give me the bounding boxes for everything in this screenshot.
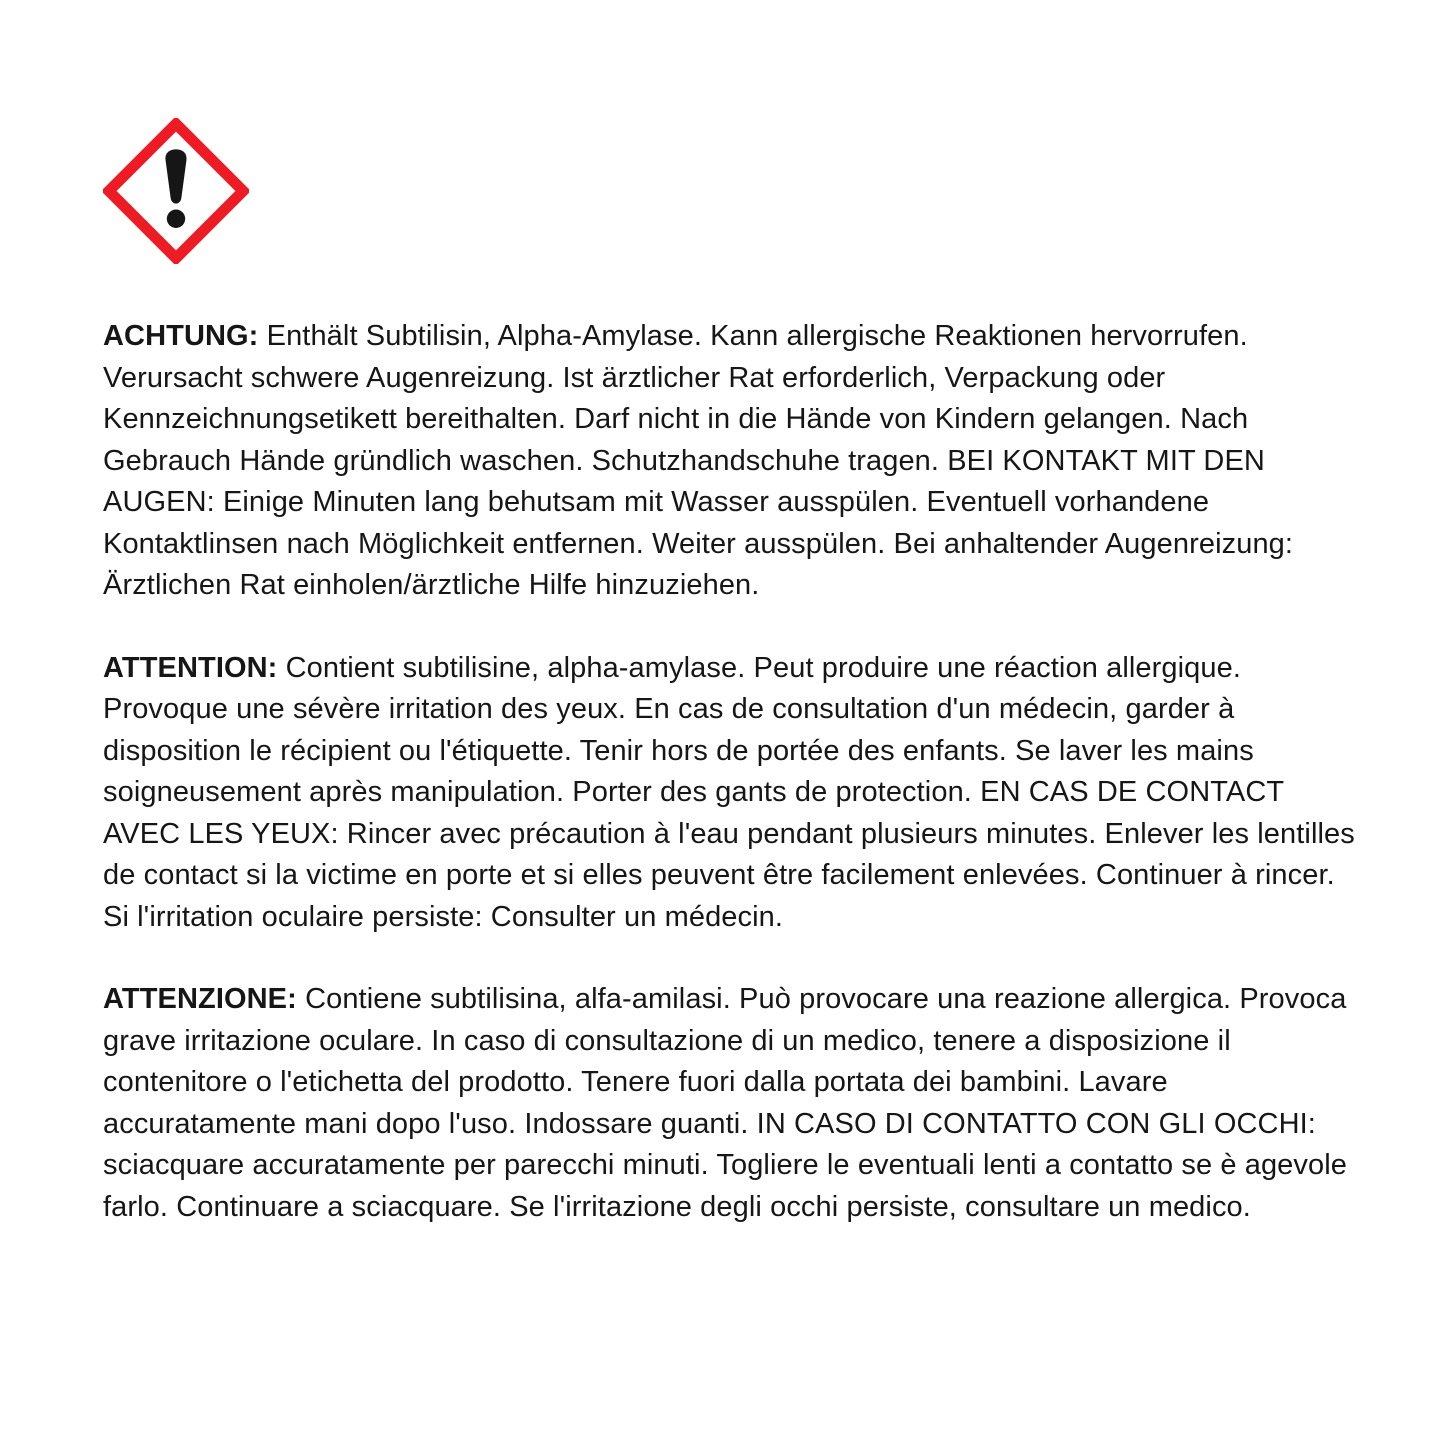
warning-paragraph-german [103, 316, 1357, 607]
warning-label-german: ACHTUNG: [103, 320, 259, 352]
warning-text-block [103, 316, 1357, 1228]
warning-body-italian: Contiene subtilisina, alfa-amilasi. Può provocare una reazione allergica. Provoca grave irritazione oculare. In caso di consultazione di un medico, tenere a disposizione il contenitore o l'etichetta del prodotto. Tenere fuori dalla portata dei bambini. Lavare accuratamente mani dopo l'uso. Indossare guanti. IN CASO DI CONTATTO CON GLI OCCHI: sciacquare accuratamente per parecchi minuti. Togliere le eventuali lenti a contatto se è agevole farlo. Continuare a sciacquare. Se l'irritazione degli occhi persiste, consultare un medico. [103, 983, 1347, 1223]
warning-paragraph-italian [103, 979, 1357, 1228]
warning-label-italian: ATTENZIONE: [103, 983, 297, 1015]
warning-label-french: ATTENTION: [103, 651, 278, 684]
ghs-warning-pictogram [103, 118, 249, 264]
warning-paragraph-french [103, 648, 1357, 939]
exclamation-mark-icon [103, 118, 249, 264]
warning-body-german: Enthält Subtilisin, Alpha-Amylase. Kann allergische Reaktionen hervorrufen. Verursacht schwere Augenreizung. Ist ärztlicher Rat erforderlich, Verpackung oder Kennzeichnungsetikett bereithalten. Darf nicht in die Hände von Kindern gelangen. Nach Gebrauch Hände gründlich waschen. Schutzhandschuhe tragen. BEI KONTAKT MIT DEN AUGEN: Einige Minuten lang behutsam mit Wasser ausspülen. Eventuell vorhandene Kontaktlinsen nach Möglichkeit entfernen. Weiter ausspülen. Bei anhaltender Augenreizung: Ärztlichen Rat einholen/ärztliche Hilfe hinzuziehen. [103, 320, 1294, 601]
warning-body-french: Contient subtilisine, alpha-amylase. Peut produire une réaction allergique. Provoque une sévère irritation des yeux. En cas de consultation d'un médecin, garder à disposition le récipient ou l'étiquette. Tenir hors de portée des enfants. Se laver les mains soigneusement après manipulation. Porter des gants de protection. EN CAS DE CONTACT AVEC LES YEUX: Rincer avec précaution à l'eau pendant plusieurs minutes. Enlever les lentilles de contact si la victime en porte et si elles peuvent être facilement enlevées. Continuer à rincer. Si l'irritation oculaire persiste: Consulter un médecin. [103, 651, 1355, 933]
